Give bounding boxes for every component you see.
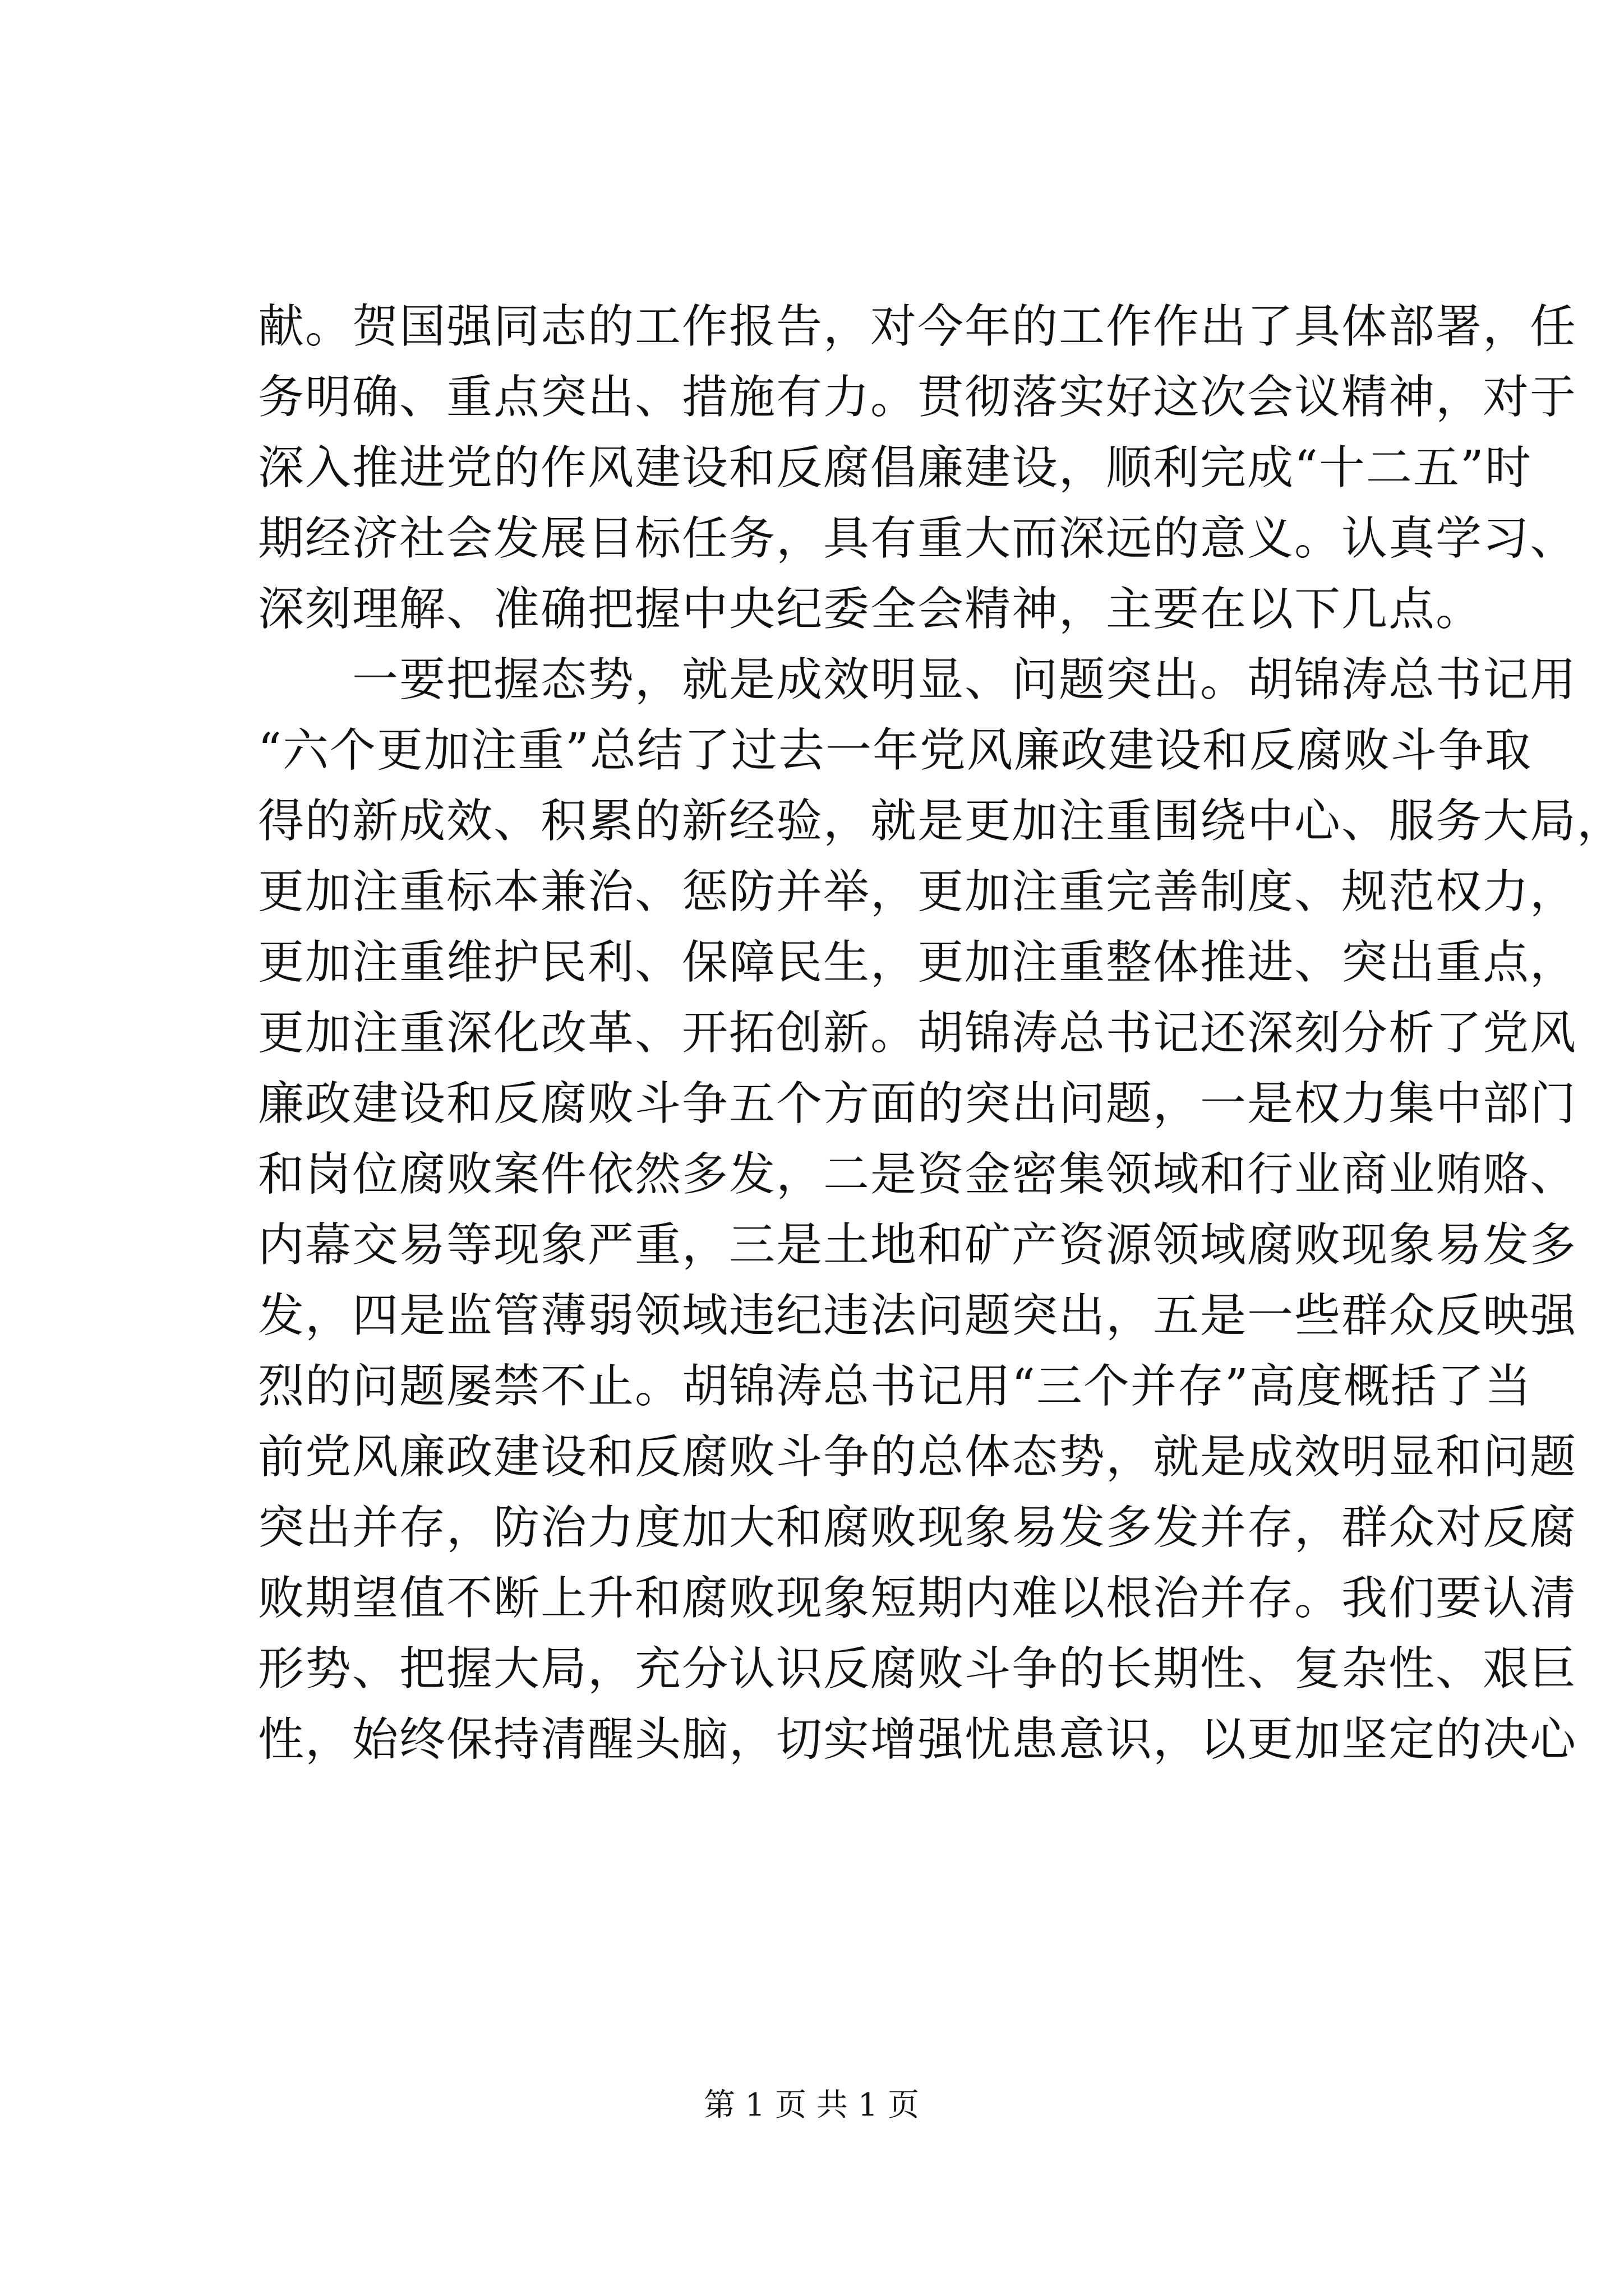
paragraph-2-line-12: 前党风廉政建设和反腐败斗争的总体态势，就是成效明显和问题 — [258, 1430, 1577, 1484]
paragraph-2-line-5: 更加注重维护民利、保障民生，更加注重整体推进、突出重点， — [258, 936, 1577, 989]
paragraph-2-line-1: 一要把握态势，就是成效明显、问题突出。胡锦涛总书记用 — [352, 653, 1577, 706]
paragraph-2-line-8: 和岗位腐败案件依然多发，二是资金密集领域和行业商业贿赂、 — [258, 1148, 1577, 1201]
document-body — [258, 292, 1624, 1775]
paragraph-2-line-9: 内幕交易等现象严重，三是土地和矿产资源领域腐败现象易发多 — [258, 1218, 1577, 1272]
paragraph-2-line-14: 败期望值不断上升和腐败现象短期内难以根治并存。我们要认清 — [258, 1572, 1577, 1625]
paragraph-2-line-3: 得的新成效、积累的新经验，就是更加注重围绕中心、服务大局， — [258, 795, 1624, 848]
paragraph-2-line-11: 烈的问题屡禁不止。胡锦涛总书记用“三个并存”高度概括了当 — [258, 1360, 1532, 1413]
paragraph-2-line-4: 更加注重标本兼治、惩防并举，更加注重完善制度、规范权力， — [258, 865, 1577, 918]
paragraph-2-line-15: 形势、把握大局，充分认识反腐败斗争的长期性、复杂性、艰巨 — [258, 1642, 1577, 1696]
paragraph-1-line-4: 期经济社会发展目标任务，具有重大而深远的意义。认真学习、 — [258, 512, 1577, 565]
paragraph-2-line-13: 突出并存，防治力度加大和腐败现象易发多发并存，群众对反腐 — [258, 1501, 1577, 1554]
paragraph-2-line-10: 发，四是监管薄弱领域违纪违法问题突出，五是一些群众反映强 — [258, 1289, 1577, 1342]
paragraph-1-line-3: 深入推进党的作风建设和反腐倡廉建设，顺利完成“十二五”时 — [258, 441, 1532, 495]
paragraph-1-line-2: 务明确、重点突出、措施有力。贯彻落实好这次会议精神，对于 — [258, 371, 1577, 424]
paragraph-2-line-6: 更加注重深化改革、开拓创新。胡锦涛总书记还深刻分析了党风 — [258, 1006, 1577, 1060]
paragraph-2-line-2: “六个更加注重”总结了过去一年党风廉政建设和反腐败斗争取 — [258, 724, 1532, 777]
paragraph-1-line-5: 深刻理解、准确把握中央纪委全会精神，主要在以下几点。 — [258, 583, 1483, 636]
paragraph-2-line-16: 性，始终保持清醒头脑，切实增强忧患意识，以更加坚定的决心 — [258, 1713, 1577, 1766]
paragraph-2-line-7: 廉政建设和反腐败斗争五个方面的突出问题，一是权力集中部门 — [258, 1077, 1577, 1130]
paragraph-1-line-1: 献。贺国强同志的工作报告，对今年的工作作出了具体部署，任 — [258, 300, 1577, 353]
page-number-footer: 第 1 页 共 1 页 — [703, 2087, 920, 2123]
